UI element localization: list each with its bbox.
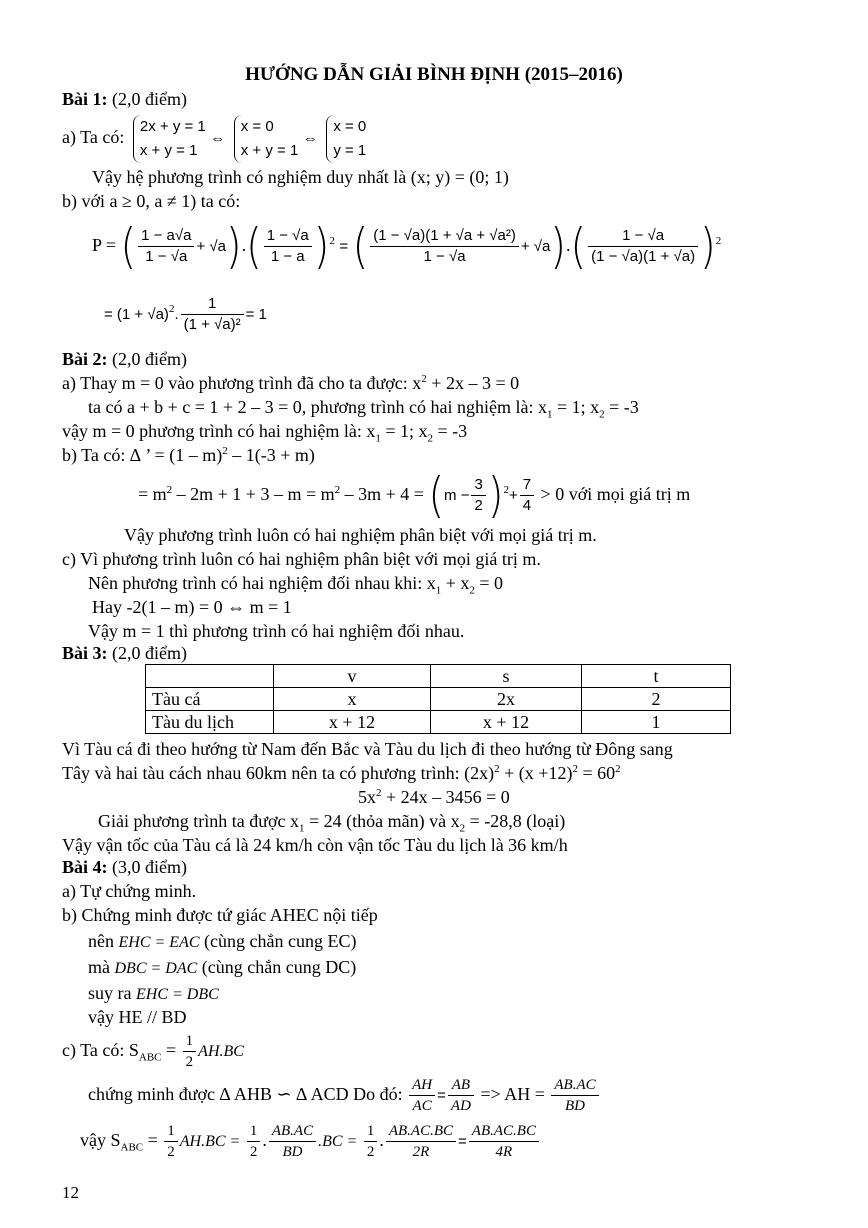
fraction: $\frac{AH}{AC}$ — [409, 1075, 435, 1116]
bai4-b-line4: vậy HE // BD — [88, 1007, 187, 1027]
fraction: $\frac{1}{2}$ — [247, 1121, 261, 1162]
bai2-b-conclusion: Vậy phương trình luôn có hai nghiệm phân biệt với mọi giá trị m. — [124, 525, 597, 545]
bai1-a-conclusion: Vậy hệ phương trình có nghiệm duy nhất là (x; y) = (0; 1) — [92, 167, 509, 187]
fraction: $\frac{AB.AC}{BD}$ — [269, 1121, 316, 1162]
bai4-c-final: vậy $S_{ABC}$ = $\frac{1}{2}$ AH.BC = $\frac{1}{2}$ . $\frac{AB.AC}{BD}$ .BC = $\frac{1}{2}$ . $\frac{AB.AC.BC}{2R}$ = $\frac{AB.AC.BC}{4R}$ — [80, 1118, 541, 1162]
system-3: x = 0 y = 1 — [326, 115, 366, 163]
bai3-paragraph-line2: Tây và hai tàu cách nhau 60km nên ta có phương trình: $(2x)^2 + (x +12)^2 = 60^2$ — [62, 763, 621, 783]
table-cell: 1 — [582, 711, 731, 734]
table-cell: v — [274, 665, 431, 688]
fraction: $\frac{AB.AC}{BD}$ — [551, 1075, 598, 1116]
bai2-c-line4: Vậy m = 1 thì phương trình có hai nghiệm đối nhau. — [88, 621, 465, 641]
bai3-paragraph-line1: Vì Tàu cá đi theo hướng từ Nam đến Bắc và Tàu du lịch đi theo hướng từ Đông sang — [62, 739, 673, 759]
bai2-c-line1: c) Vì phương trình luôn có hai nghiệm phân biệt với mọi giá trị m. — [62, 549, 541, 569]
table-cell: x — [274, 688, 431, 711]
table-header-row — [146, 665, 731, 688]
table-cell: t — [582, 665, 731, 688]
table-cell: x + 12 — [274, 711, 431, 734]
bai2-c-line3: Hay -2(1 – m) = 0 ⇔ m = 1 — [92, 597, 292, 617]
bai1-b-label: b) với a ≥ 0, a ≠ 1) ta có: — [62, 191, 241, 211]
table-cell: s — [431, 665, 582, 688]
bai1-b-result: = $(1 + √a)^2$. $\frac{1}{\text{(1 + √a)²}}$ = 1 — [104, 295, 267, 334]
bai4-c-similar: chứng minh được ∆ AHB ∽ ∆ ACD Do đó: $\frac{AH}{AC}$ = $\frac{AB}{AD}$ => AH = $\frac{AB.AC}{BD}$ — [88, 1072, 601, 1116]
table-row — [146, 688, 731, 711]
page-title: HƯỚNG DẪN GIẢI BÌNH ĐỊNH (2015–2016) — [245, 64, 623, 85]
bai2-a-line2: ta có a + b + c = 1 + 2 – 3 = 0, phương trình có hai nghiệm là: $x_1 = 1$; $x_2 = -3$ — [88, 397, 639, 421]
bai4-b: b) Chứng minh được tứ giác AHEC nội tiếp — [62, 905, 378, 925]
fraction: $\frac{1 - √a}{1 - a}$ — [264, 226, 312, 267]
bai4-a: a) Tự chứng minh. — [62, 881, 197, 901]
bai4-b-line3: suy ra EHC = DBC — [88, 983, 219, 1003]
bai2-b-line1: b) Ta có: ∆ ’ = (1 – m)$^2$ – 1(-3 + m) — [62, 445, 315, 465]
page-number: 12 — [62, 1183, 79, 1202]
table-cell: Tàu cá — [146, 688, 274, 711]
table-cell: x + 12 — [431, 711, 582, 734]
fraction: $\frac{1}{2}$ — [164, 1121, 178, 1162]
bai3-conclusion: Vậy vận tốc của Tàu cá là 24 km/h còn vận tốc Tàu du lịch là 36 km/h — [62, 835, 568, 855]
system-2: x = 0 x + y = 1 — [234, 115, 299, 163]
fraction: $\frac{1}{2}$ — [364, 1121, 378, 1162]
fraction: $\frac{3}{2}$ — [471, 475, 485, 516]
table-cell: Tàu du lịch — [146, 711, 274, 734]
speed-table — [145, 664, 731, 734]
bai1-heading: Bài 1: (2,0 điểm) — [62, 89, 187, 109]
bai3-equation: $5x^2 + 24x - 3456 = 0$ — [358, 787, 510, 807]
fraction: $\frac{7}{4}$ — [520, 475, 534, 516]
bai4-c-area: c) Ta có: $S_{ABC}$ = $\frac{1}{2}$ AH.BC — [62, 1033, 244, 1071]
table-cell — [146, 665, 274, 688]
system-1: 2x + y = 1 x + y = 1 — [133, 115, 206, 163]
bai3-heading: Bài 3: (2,0 điểm) — [62, 643, 187, 663]
fraction: $\frac{1 - a√a}{1 - √a}$ — [138, 226, 194, 267]
bai4-heading: Bài 4: (3,0 điểm) — [62, 857, 187, 877]
fraction: $\frac{1}{2}$ — [183, 1031, 197, 1072]
bai4-b-line1: nên EHC = EAC (cùng chắn cung EC) — [88, 931, 357, 951]
fraction: $\frac{1 - √a}{(1 - √a)(1 + √a)}$ — [588, 226, 698, 267]
bai2-heading: Bài 2: (2,0 điểm) — [62, 349, 187, 369]
bai2-c-line2: Nên phương trình có hai nghiệm đối nhau khi: $x_1 + x_2 = 0$ — [88, 573, 504, 597]
bai2-a-line1: a) Thay m = 0 vào phương trình đã cho ta được: $x^2 + 2x - 3 = 0$ — [62, 373, 520, 393]
bai2-b-line2: = $m^2 - 2m + 1 + 3 - m = m^2 - 3m + 4 = (m$ − $\frac{3}{2}$ )$^2$+ $\frac{7}{4}$ > 0 với mọi giá trị m — [138, 468, 691, 524]
bai1-b-expression-P: P = ( $\frac{1 - a√a}{1 - √a}$ + √a).( $\frac{1 - √a}{1 - a}$ )$^2$ = ( $\frac{\text{(1 − √a)(1 + √a + √a²)}}{1 - √a}$ + √a).( $\frac{1 - √a}{(1 - √a)(1 + √a)}$ )$^2$ — [92, 219, 722, 275]
fraction: $\frac{AB.AC.BC}{2R}$ — [386, 1121, 456, 1162]
table-cell: 2x — [431, 688, 582, 711]
bai3-solution: Giải phương trình ta được $x_1 = 24$ (thỏa mãn) và $x_2 = -28,8$ (loại) — [98, 811, 566, 835]
bai2-a-line3: vậy m = 0 phương trình có hai nghiệm là: $x_1 = 1$; $x_2 = -3$ — [62, 421, 468, 445]
fraction: $\frac{AB.AC.BC}{4R}$ — [469, 1121, 539, 1162]
bai1-a-system: a) Ta có: 2x + y = 1 x + y = 1 ⇔ x = 0 x + y = 1 ⇔ x = 0 y = 1 — [62, 112, 366, 164]
table-row — [146, 711, 731, 734]
fraction: $\frac{AB}{AD}$ — [448, 1075, 474, 1116]
fraction: $\frac{\text{(1 − √a)(1 + √a + √a²)}}{1 - √a}$ — [370, 226, 519, 267]
fraction: $\frac{1}{\text{(1 + √a)²}}$ — [181, 294, 244, 335]
bai4-b-line2: mà DBC = DAC (cùng chắn cung DC) — [88, 957, 357, 977]
table-cell: 2 — [582, 688, 731, 711]
